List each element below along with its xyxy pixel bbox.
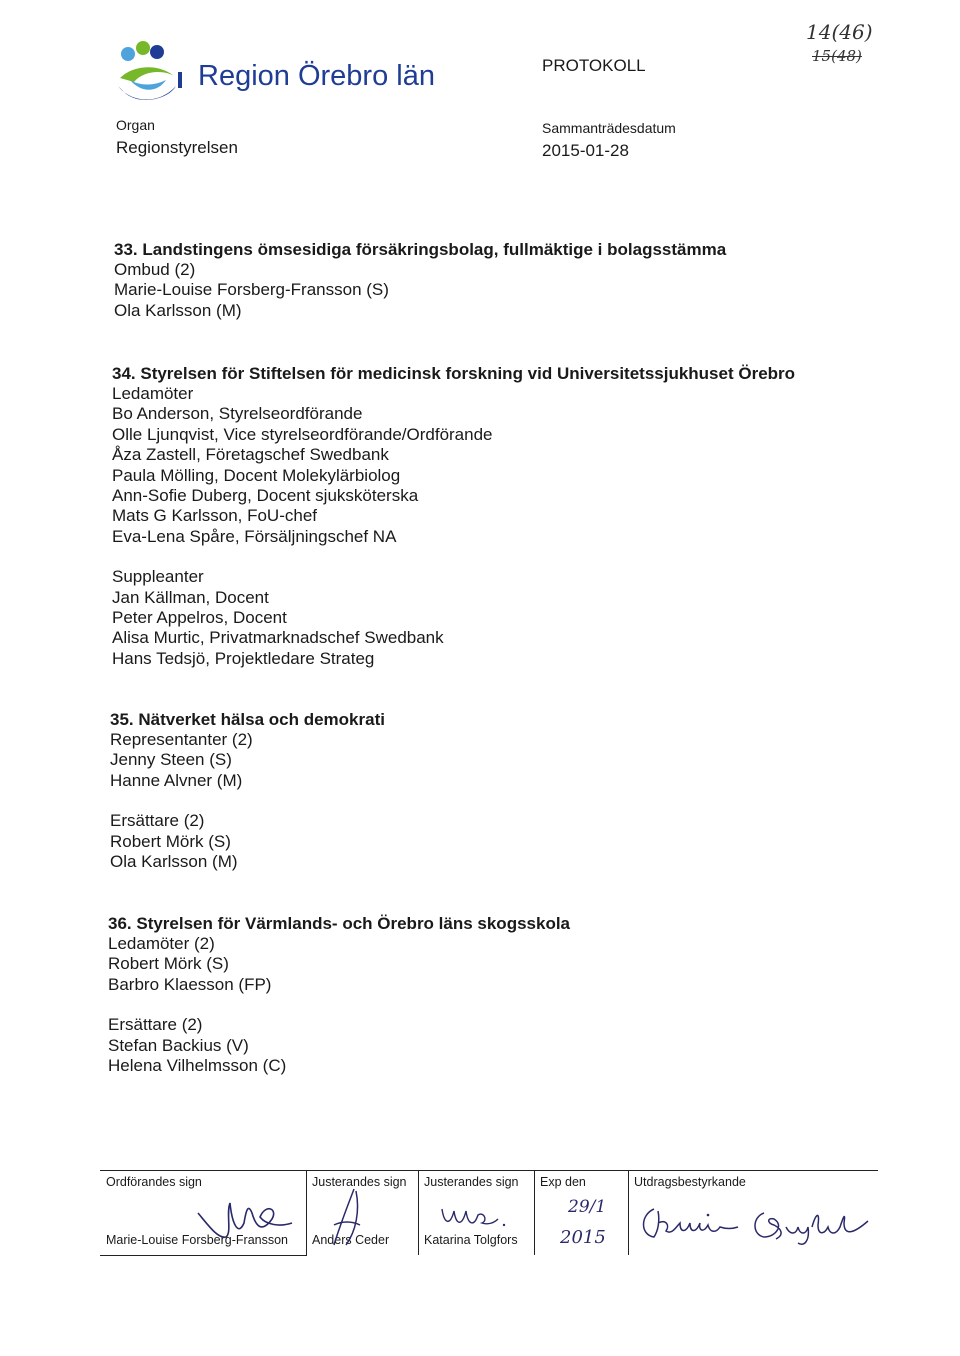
section-line: Robert Mörk (S) [110, 831, 231, 851]
section-line: Representanter (2) [110, 730, 253, 749]
adjuster2-name: Katarina Tolgfors [424, 1233, 518, 1247]
dispatch-date-day: 29/1 [568, 1197, 607, 1217]
chair-signature-cell [100, 1171, 307, 1256]
chair-handwritten-signature [196, 1193, 296, 1243]
logo-swoosh-green [120, 67, 174, 82]
section-line: Ledamöter (2) [108, 934, 215, 953]
section-line: Alisa Murtic, Privatmarknadschef Swedbank [112, 628, 444, 648]
logo-dot-navy [150, 45, 164, 59]
logo-dot-green [136, 41, 150, 55]
organ-label: Organ [116, 117, 155, 133]
section-35 [110, 710, 870, 872]
section-line: Paula Mölling, Docent Molekylärbiolog [112, 465, 401, 485]
logo-dot-blue [121, 47, 135, 61]
extract-certification-cell [628, 1171, 878, 1255]
dispatch-date-year: 2015 [560, 1227, 606, 1248]
logo-bar [178, 72, 182, 88]
section-heading: 34. Styrelsen för Stiftelsen för medicinsk forskning vid Universitetssjukhuset Örebro [112, 364, 796, 383]
section-line: Ann-Sofie Duberg, Docent sjuksköterska [112, 486, 419, 506]
adjuster1-sign-label: Justerandes sign [312, 1175, 407, 1189]
section-line: Åza Zastell, Företagschef Swedbank [112, 445, 389, 465]
section-line: Robert Mörk (S) [108, 954, 229, 974]
meeting-date-value: 2015-01-28 [542, 141, 629, 160]
section-line: Suppleanter [112, 567, 204, 587]
adjuster1-handwritten-signature [326, 1185, 376, 1249]
organ-value: Regionstyrelsen [116, 138, 238, 157]
section-heading: 33. Landstingens ömsesidiga försäkringsbolag, fullmäktige i bolagsstämma [114, 240, 727, 259]
adjuster1-name: Anders Ceder [312, 1233, 390, 1247]
section-36 [108, 914, 868, 1076]
section-line: Ersättare (2) [110, 811, 205, 831]
section-line: Stefan Backius (V) [108, 1035, 249, 1055]
page-number-current: 14(46) [806, 20, 873, 44]
adjuster1-signature-cell [306, 1171, 419, 1255]
spacer [112, 547, 872, 567]
section-33 [114, 240, 874, 321]
chair-name: Marie-Louise Forsberg-Fransson [106, 1233, 289, 1247]
section-line: Jan Källman, Docent [112, 587, 269, 607]
adjuster2-handwritten-signature [440, 1201, 510, 1231]
meeting-date-label: Sammanträdesdatum [542, 120, 676, 136]
section-line: Helena Vilhelmsson (C) [108, 1056, 287, 1076]
adjuster2-sign-label: Justerandes sign [424, 1175, 519, 1189]
section-heading: 36. Styrelsen för Värmlands- och Örebro läns skogsskola [108, 914, 571, 933]
section-heading: 35. Nätverket hälsa och demokrati [110, 710, 385, 729]
section-line: Hanne Alvner (M) [110, 770, 243, 790]
section-line: Ombud (2) [114, 260, 196, 279]
page-number-handwritten [806, 20, 873, 68]
section-line: Ola Karlsson (M) [110, 852, 238, 872]
section-line: Ersättare (2) [108, 1015, 203, 1035]
section-line: Barbro Klaesson (FP) [108, 974, 272, 994]
page-number-struck: 15(48) [812, 47, 862, 65]
extract-certification-label: Utdragsbestyrkande [634, 1175, 746, 1189]
section-line: Marie-Louise Forsberg-Fransson (S) [114, 280, 389, 300]
brand-name: Region Örebro län [198, 60, 435, 92]
section-line: Ola Karlsson (M) [114, 300, 242, 320]
section-line: Jenny Steen (S) [110, 750, 232, 770]
section-line: Hans Tedsjö, Projektledare Strateg [112, 648, 375, 668]
dispatch-date-cell [534, 1171, 629, 1255]
document-type: PROTOKOLL [542, 56, 646, 75]
section-line: Ledamöter [112, 384, 194, 403]
section-line: Bo Anderson, Styrelseordförande [112, 404, 363, 424]
spacer [110, 791, 870, 811]
extract-certification-signature [636, 1201, 872, 1247]
signature-table [100, 1170, 878, 1255]
section-line: Olle Ljunqvist, Vice styrelseordförande/Ordförande [112, 424, 493, 444]
dispatch-date-label: Exp den [540, 1175, 586, 1189]
section-line: Peter Appelros, Docent [112, 608, 287, 628]
section-34 [112, 364, 872, 669]
spacer [108, 995, 868, 1015]
section-line: Mats G Karlsson, FoU-chef [112, 506, 318, 526]
chair-sign-label: Ordförandes sign [106, 1175, 202, 1189]
logo-swoosh-blue [130, 80, 166, 90]
adjuster2-signature-cell [418, 1171, 535, 1255]
section-line: Eva-Lena Spåre, Försäljningschef NA [112, 526, 397, 546]
region-orebro-logo [114, 40, 186, 112]
